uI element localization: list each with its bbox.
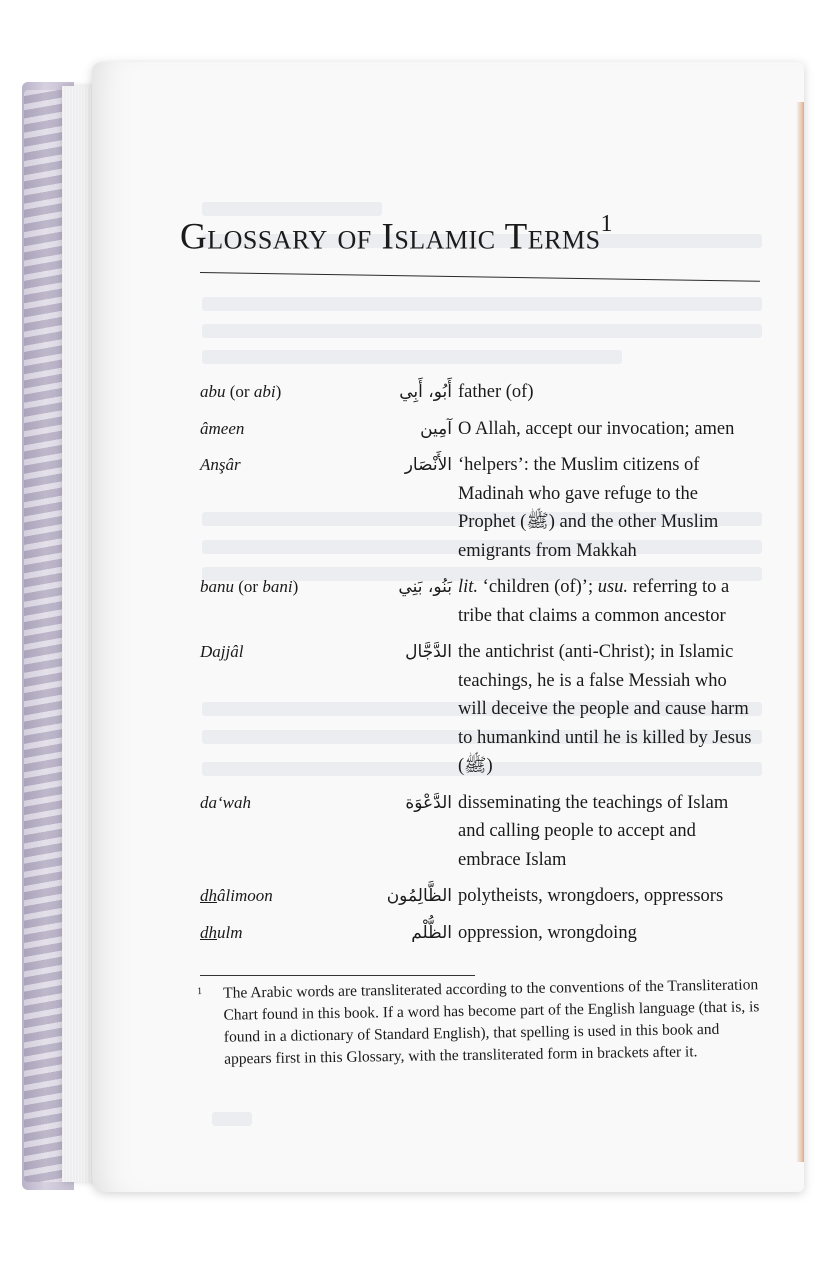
page-curl-shadow bbox=[796, 102, 804, 1162]
bleed-through-text bbox=[212, 1112, 252, 1126]
glossary-entry-dajjal bbox=[200, 638, 770, 781]
definition: disseminating the teachings of Islam and calling people to accept and embrace Islam bbox=[458, 792, 729, 870]
definition: the antichrist (anti-Christ); in Islamic teachings, he is a false Messiah who will deceive the people and cause harm to humankind until he is killed by Jesus (ﷺ) bbox=[458, 642, 752, 776]
arabic-term: الظُّلْم bbox=[411, 922, 452, 943]
term: dhâlimoon bbox=[200, 886, 273, 905]
term: âmeen bbox=[200, 418, 245, 438]
glossary-list bbox=[200, 378, 770, 955]
bleed-through-text bbox=[202, 324, 762, 338]
arabic-term: الأَنْصَار bbox=[404, 455, 452, 475]
glossary-entry-dawah bbox=[200, 789, 770, 875]
arabic-term: الدَّجَّال bbox=[405, 642, 452, 662]
glossary-entry-abu bbox=[200, 378, 770, 407]
arabic-term: آمِين bbox=[420, 418, 452, 439]
arabic-term: الظَّالِمُون bbox=[386, 886, 452, 906]
term: dhulm bbox=[200, 922, 243, 942]
glossary-entry-dhalimoon bbox=[200, 882, 770, 911]
footnote-number: 1 bbox=[197, 986, 203, 998]
title-footnote-mark: 1 bbox=[600, 211, 614, 237]
footnote-rule bbox=[200, 975, 475, 976]
definition: polytheists, wrongdoers, oppressors bbox=[458, 886, 724, 906]
definition: O Allah, accept our invocation; amen bbox=[458, 418, 735, 439]
definition: oppression, wrongdoing bbox=[458, 922, 637, 943]
bleed-through-text bbox=[202, 297, 762, 311]
term: banu (or bani) bbox=[200, 577, 299, 596]
glossary-entry-banu bbox=[200, 573, 770, 630]
page-title: Glossary of Islamic Terms$^1$ bbox=[180, 211, 614, 258]
footnote bbox=[197, 974, 766, 1071]
term: Dajjâl bbox=[200, 642, 244, 661]
definition: lit. ‘children (of)’; usu. referring to a tribe that claims a common ancestor bbox=[458, 577, 730, 626]
term: abu (or abi) bbox=[200, 382, 282, 401]
glossary-entry-ameen bbox=[200, 415, 770, 444]
glossary-entry-ansar bbox=[200, 451, 770, 565]
definition: ‘helpers’: the Muslim citizens of Madinah who gave refuge to the Prophet (ﷺ) and the other Muslim emigrants from Makkah bbox=[458, 455, 719, 561]
bleed-through-text bbox=[202, 202, 382, 216]
arabic-term: بَنُو، بَنِي bbox=[398, 577, 452, 597]
arabic-term: الدَّعْوَة bbox=[405, 792, 452, 813]
definition: father (of) bbox=[458, 382, 534, 402]
footnote-text: The Arabic words are transliterated according to the conventions of the Transliteration Chart found in this book. If a word has become part of the English language (that is, is found in a dictionary of Standard English), that spelling is used in this book and appears first in this Glossary, with the transliterated form in brackets after it. bbox=[223, 976, 760, 1068]
term: da‘wah bbox=[200, 792, 251, 812]
arabic-term: أَبُو، أَبِي bbox=[399, 382, 452, 402]
glossary-entry-dhulm bbox=[200, 919, 770, 948]
term: Anşâr bbox=[200, 455, 241, 474]
bleed-through-text bbox=[202, 350, 622, 364]
